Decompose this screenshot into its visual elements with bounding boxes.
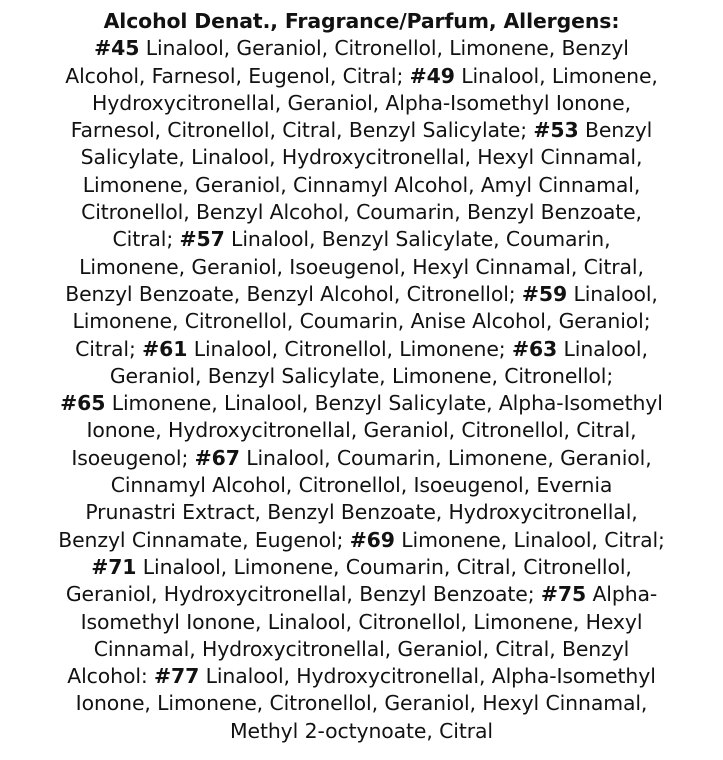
ingredient-text: Benzyl Cinnamate, Eugenol; [58, 527, 350, 552]
ingredient-line [10, 581, 713, 608]
ingredient-text: Isoeugenol; [71, 445, 195, 470]
ingredient-line [10, 90, 713, 117]
ingredient-text: Cinnamyl Alcohol, Citronellol, Isoeugenol, Evernia [110, 473, 613, 498]
ingredient-text: Ionone, Hydroxycitronellal, Geraniol, Citronellol, Citral, [86, 418, 637, 443]
ingredient-line [10, 144, 713, 171]
ingredients-heading: Alcohol Denat., Fragrance/Parfum, Allergens: [103, 9, 620, 33]
ingredient-line [10, 35, 713, 62]
product-number: #49 [409, 63, 455, 88]
ingredient-line [10, 281, 713, 308]
ingredient-line [10, 554, 713, 581]
ingredient-text: Linalool, Coumarin, Limonene, Geraniol, [239, 445, 652, 470]
ingredient-line [10, 63, 713, 90]
ingredient-list [10, 35, 713, 745]
product-number: #63 [511, 336, 558, 361]
ingredient-line [10, 472, 713, 499]
ingredient-text: Farnesol, Citronellol, Citral, Benzyl Salicylate; [70, 118, 534, 143]
product-number: #71 [91, 554, 137, 579]
ingredient-text: Limonene, Citronellol, Coumarin, Anise Alcohol, Geraniol; [72, 309, 651, 334]
ingredient-line [10, 172, 713, 199]
ingredient-line [10, 718, 713, 745]
ingredient-text: Benzyl Benzoate, Benzyl Alcohol, Citronellol; [65, 281, 522, 306]
product-number: #77 [154, 664, 200, 689]
ingredient-text: Prunastri Extract, Benzyl Benzoate, Hydroxycitronellal, [85, 500, 638, 525]
ingredient-text: Alcohol: [67, 664, 155, 689]
product-number: #57 [179, 227, 225, 252]
ingredient-text: Citral; [75, 336, 143, 361]
ingredient-line [10, 254, 713, 281]
ingredient-text: Hydroxycitronellal, Geraniol, Alpha-Isomethyl Ionone, [92, 90, 631, 115]
ingredient-line [10, 663, 713, 690]
ingredient-line [10, 636, 713, 663]
ingredient-line [10, 117, 713, 144]
ingredient-text: Alcohol, Farnesol, Eugenol, Citral; [65, 63, 410, 88]
ingredient-text: Limonene, Linalool, Citral; [394, 527, 665, 552]
ingredient-line [10, 308, 713, 335]
ingredient-line [10, 390, 713, 417]
product-number: #45 [94, 36, 140, 61]
ingredient-line [10, 363, 713, 390]
ingredient-text: Geraniol, Benzyl Salicylate, Limonene, Citronellol; [109, 363, 614, 388]
ingredient-text: Linalool, Limonene, [454, 63, 658, 88]
ingredient-line [10, 226, 713, 253]
ingredient-line [10, 417, 713, 444]
ingredient-line [10, 336, 713, 363]
ingredient-line [10, 499, 713, 526]
ingredient-text: Limonene, Linalool, Benzyl Salicylate, Alpha-Isomethyl [105, 391, 663, 416]
product-number: #65 [60, 391, 106, 416]
ingredient-text: Methyl 2-octynoate, Citral [230, 718, 493, 743]
ingredient-text: Linalool, Geraniol, Citronellol, Limonene, Benzyl [139, 36, 629, 61]
ingredient-text: Linalool, Hydroxycitronellal, Alpha-Isomethyl [199, 664, 656, 689]
ingredient-text: Isomethyl Ionone, Linalool, Citronellol, Limonene, Hexyl [80, 609, 643, 634]
product-number: #61 [142, 336, 188, 361]
ingredient-line [10, 690, 713, 717]
ingredient-text: Linalool, [567, 281, 658, 306]
product-number: #69 [349, 527, 395, 552]
product-number: #75 [540, 582, 587, 607]
ingredient-text: Ionone, Limonene, Citronellol, Geraniol, Hexyl Cinnamal, [75, 691, 648, 716]
ingredient-text: Linalool, Limonene, Coumarin, Citral, Citronellol, [136, 554, 632, 579]
product-number: #59 [521, 281, 568, 306]
ingredient-text: Alpha- [586, 582, 658, 607]
ingredient-text: Linalool, Benzyl Salicylate, Coumarin, [224, 227, 611, 252]
ingredient-text: Linalool, Citronellol, Limonene; [187, 336, 512, 361]
ingredient-line [10, 199, 713, 226]
ingredient-text: Linalool, [557, 336, 648, 361]
ingredient-line [10, 609, 713, 636]
ingredient-text: Benzyl [578, 118, 653, 143]
ingredient-line [10, 527, 713, 554]
ingredient-text: Citral; [112, 227, 180, 252]
ingredient-text: Limonene, Geraniol, Isoeugenol, Hexyl Cinnamal, Citral, [79, 254, 644, 279]
ingredient-text: Citronellol, Benzyl Alcohol, Coumarin, Benzyl Benzoate, [81, 200, 642, 225]
product-number: #53 [533, 118, 579, 143]
ingredient-text: Limonene, Geraniol, Cinnamyl Alcohol, Amyl Cinnamal, [82, 172, 641, 197]
ingredient-line [10, 445, 713, 472]
ingredient-text: Geraniol, Hydroxycitronellal, Benzyl Benzoate; [65, 582, 541, 607]
ingredient-text: Cinnamal, Hydroxycitronellal, Geraniol, Citral, Benzyl [93, 636, 630, 661]
ingredient-text: Salicylate, Linalool, Hydroxycitronellal, Hexyl Cinnamal, [80, 145, 643, 170]
product-number: #67 [194, 445, 240, 470]
